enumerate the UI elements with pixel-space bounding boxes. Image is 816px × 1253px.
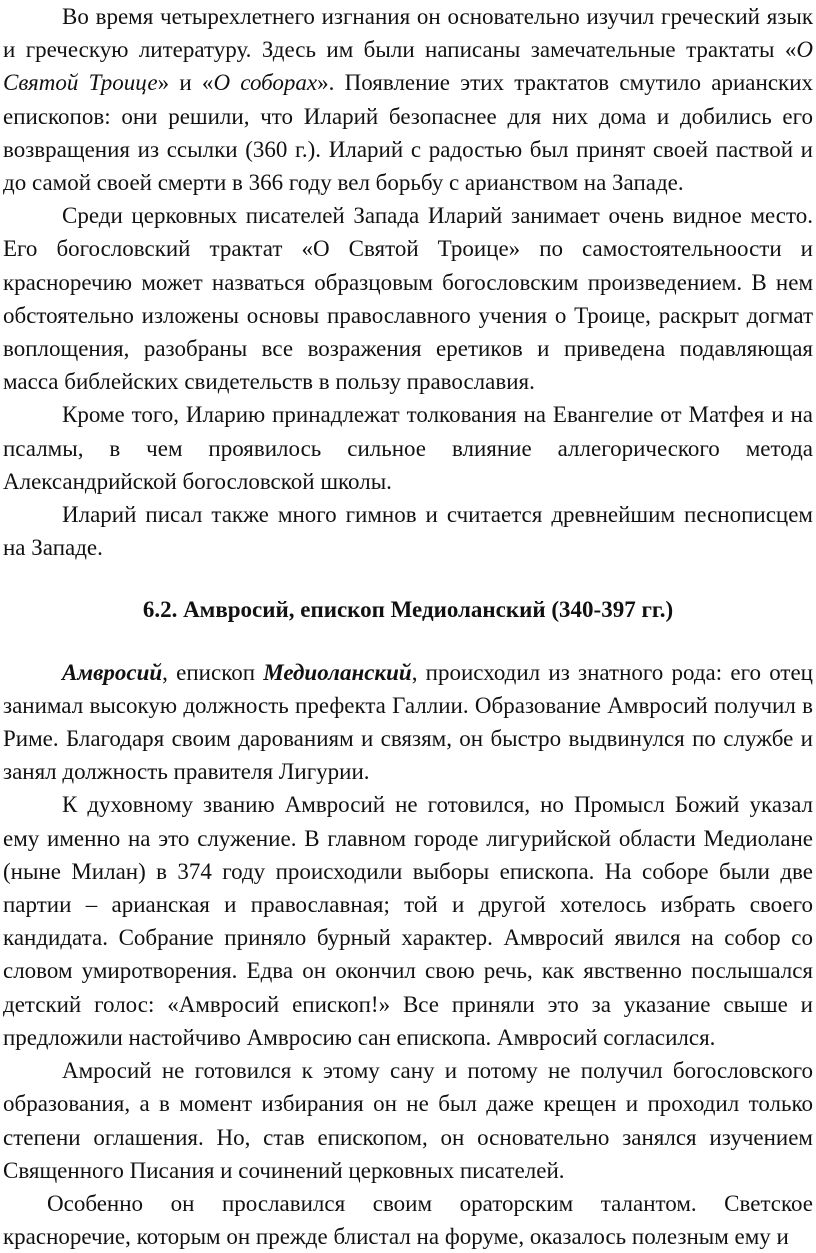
bold-italic-name-ambrose: Амвросий	[62, 659, 163, 685]
text: , епископ	[162, 659, 264, 685]
paragraph-education: Амросий не готовился к этому сану и потому не получил богословского образования, а в момент избирания он не был даже крещен и проходил только степени оглашения. Но, став епископом, он основательно занялся изучением Священного Писания и сочинений церковных писателей.	[3, 1058, 813, 1183]
document-body	[3, 0, 813, 1253]
paragraph-ambrose-origin	[3, 656, 813, 789]
italic-title-councils: О соборах	[213, 70, 318, 96]
section-heading: 6.2. Амвросий, епископ Медиоланский (340-397 гг.)	[142, 597, 674, 623]
paragraph-oratory: Особенно он прославился своим ораторским талантом. Светское красноречие, которым он прежде блистал на форуме, оказалось полезным ему и	[3, 1190, 813, 1250]
text: » и «	[157, 70, 214, 96]
paragraph-election: К духовному званию Амвросий не готовился, но Промысл Божий указал ему именно на это служение. В главном городе лигурийской области Медиолане (ныне Милан) в 374 году происходили выборы епископа. На соборе были две партии – арианская и православная; той и другой хотелось избрать своего кандидата. Собрание приняло бурный характер. Амвросий явился на собор со словом умиротворения. Едва он окончил свою речь, как явственно послышался детский голос: «Амвросий епископ!» Все приняли это за указание свыше и предложили настойчиво Амвросию сан епископа. Амвросий согласился.	[3, 792, 813, 1050]
italic-title-trinity: О Святой Троице	[3, 37, 813, 96]
paragraph-exile	[3, 0, 813, 199]
paragraph-commentaries: Кроме того, Иларию принадлежат толкования на Евангелие от Матфея и на псалмы, в чем проявилось сильное влияние аллегорического метода Александрийской богословской школы.	[3, 402, 813, 494]
paragraph-hilary-significance: Среди церковных писателей Запада Иларий занимает очень видное место. Его богословский трактат «О Святой Троице» по самостоятельноости и красноречию может назваться образцовым богословским произведением. В нем обстоятельно изложены основы православного учения о Троице, раскрыт догмат воплощения, разобраны все возражения еретиков и приведена подавляющая масса библейских свидетельств в пользу православия.	[3, 203, 813, 395]
paragraph-hymns: Иларий писал также много гимнов и считается древнейшим песнописцем на Западе.	[3, 502, 813, 561]
bold-italic-name-mediolanum: Медиоланский	[263, 659, 412, 685]
text: ». Появление этих трактатов смутило арианских епископов: они решили, что Иларий безопаснее для них дома и добились его возвращения из ссылки (360 г.). Иларий с радостью был принят своей паствой и до самой своей смерти в 366 году вел борьбу с арианством на Западе.	[3, 70, 814, 196]
text: , происходил из знатного рода: его отец занимал высокую должность префекта Галлии. Образование Амвросий получил в Риме. Благодаря своим дарованиям и связям, он быстро выдвинулся по службе и занял должность правителя Лигурии.	[3, 659, 813, 785]
text: Во время четырехлетнего изгнания он основательно изучил греческий язык и греческую литературу. Здесь им были написаны замечательные трактаты «	[3, 4, 813, 63]
